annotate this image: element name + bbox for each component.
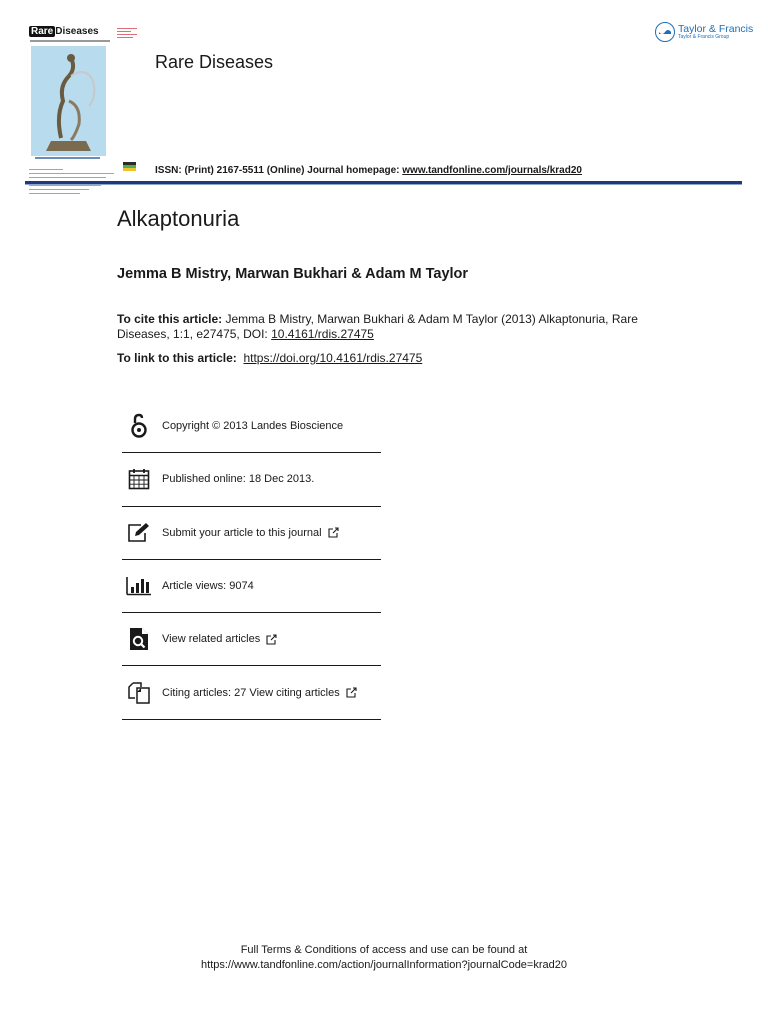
- copyright-text: Copyright © 2013 Landes Bioscience: [162, 420, 344, 433]
- related-articles-link[interactable]: View related articles: [162, 633, 261, 646]
- citing-articles-icon: [124, 679, 154, 707]
- publisher-group: Taylor & Francis Group: [678, 34, 730, 41]
- external-link-icon: [266, 630, 277, 649]
- link-label: To link to this article:: [117, 351, 237, 365]
- citing-articles-item[interactable]: [122, 666, 381, 719]
- open-access-icon: [124, 412, 154, 440]
- footer-terms-link[interactable]: https://www.tandfonline.com/action/journalInformation?journalCode=krad20: [201, 959, 567, 971]
- submit-article-link[interactable]: Submit your article to this journal: [162, 526, 322, 539]
- publisher-logo: [655, 22, 753, 42]
- terms-footer: [0, 943, 768, 973]
- external-link-icon: [346, 683, 357, 702]
- publisher-logo-icon: [655, 22, 675, 42]
- bar-chart-icon: [124, 572, 154, 600]
- article-authors: Jemma B Mistry, Marwan Bukhari & Adam M Taylor: [117, 266, 469, 282]
- cover-brand: Rare Diseases: [31, 26, 99, 37]
- citation-block: [117, 312, 657, 342]
- external-link-icon: [328, 523, 339, 542]
- article-doi-link[interactable]: https://doi.org/10.4161/rdis.27475: [243, 351, 423, 365]
- calendar-icon: [124, 465, 154, 493]
- journal-cover-image: [25, 26, 117, 176]
- issn-line: ISSN: (Print) 2167-5511 (Online) Journal homepage: www.tandfonline.com/journals/krad20: [155, 165, 582, 176]
- stamp-mark: [117, 28, 137, 40]
- edit-icon: [124, 519, 154, 547]
- published-online-text: Published online: 18 Dec 2013.: [162, 473, 315, 486]
- footer-line-1: Full Terms & Conditions of access and use can be found at: [240, 944, 528, 956]
- published-online-item: [122, 453, 381, 506]
- article-link-line: [117, 351, 422, 365]
- flag-icon: [123, 162, 136, 173]
- cite-text: Jemma B Mistry, Marwan Bukhari & Adam M Taylor (2013) Alkaptonuria, Rare Diseases, 1:1, e27475, DOI:: [117, 312, 638, 341]
- journal-title: Rare Diseases: [155, 52, 274, 72]
- article-views-item: [122, 560, 381, 613]
- publisher-name: Taylor & Francis: [678, 22, 754, 35]
- copyright-item: [122, 400, 381, 453]
- search-document-icon: [124, 625, 154, 653]
- article-views-text: Article views: 9074: [162, 580, 254, 593]
- cite-label: To cite this article:: [117, 312, 223, 326]
- journal-homepage-link[interactable]: www.tandfonline.com/journals/krad20: [402, 165, 582, 176]
- related-articles-item[interactable]: [122, 613, 381, 666]
- cite-doi-link[interactable]: 10.4161/rdis.27475: [271, 327, 374, 341]
- submit-article-item[interactable]: [122, 507, 381, 560]
- article-metadata-list: [122, 400, 381, 720]
- article-title: Alkaptonuria: [117, 206, 240, 231]
- cover-artwork: [31, 46, 106, 156]
- citing-articles-link[interactable]: Citing articles: 27 View citing articles: [162, 686, 340, 699]
